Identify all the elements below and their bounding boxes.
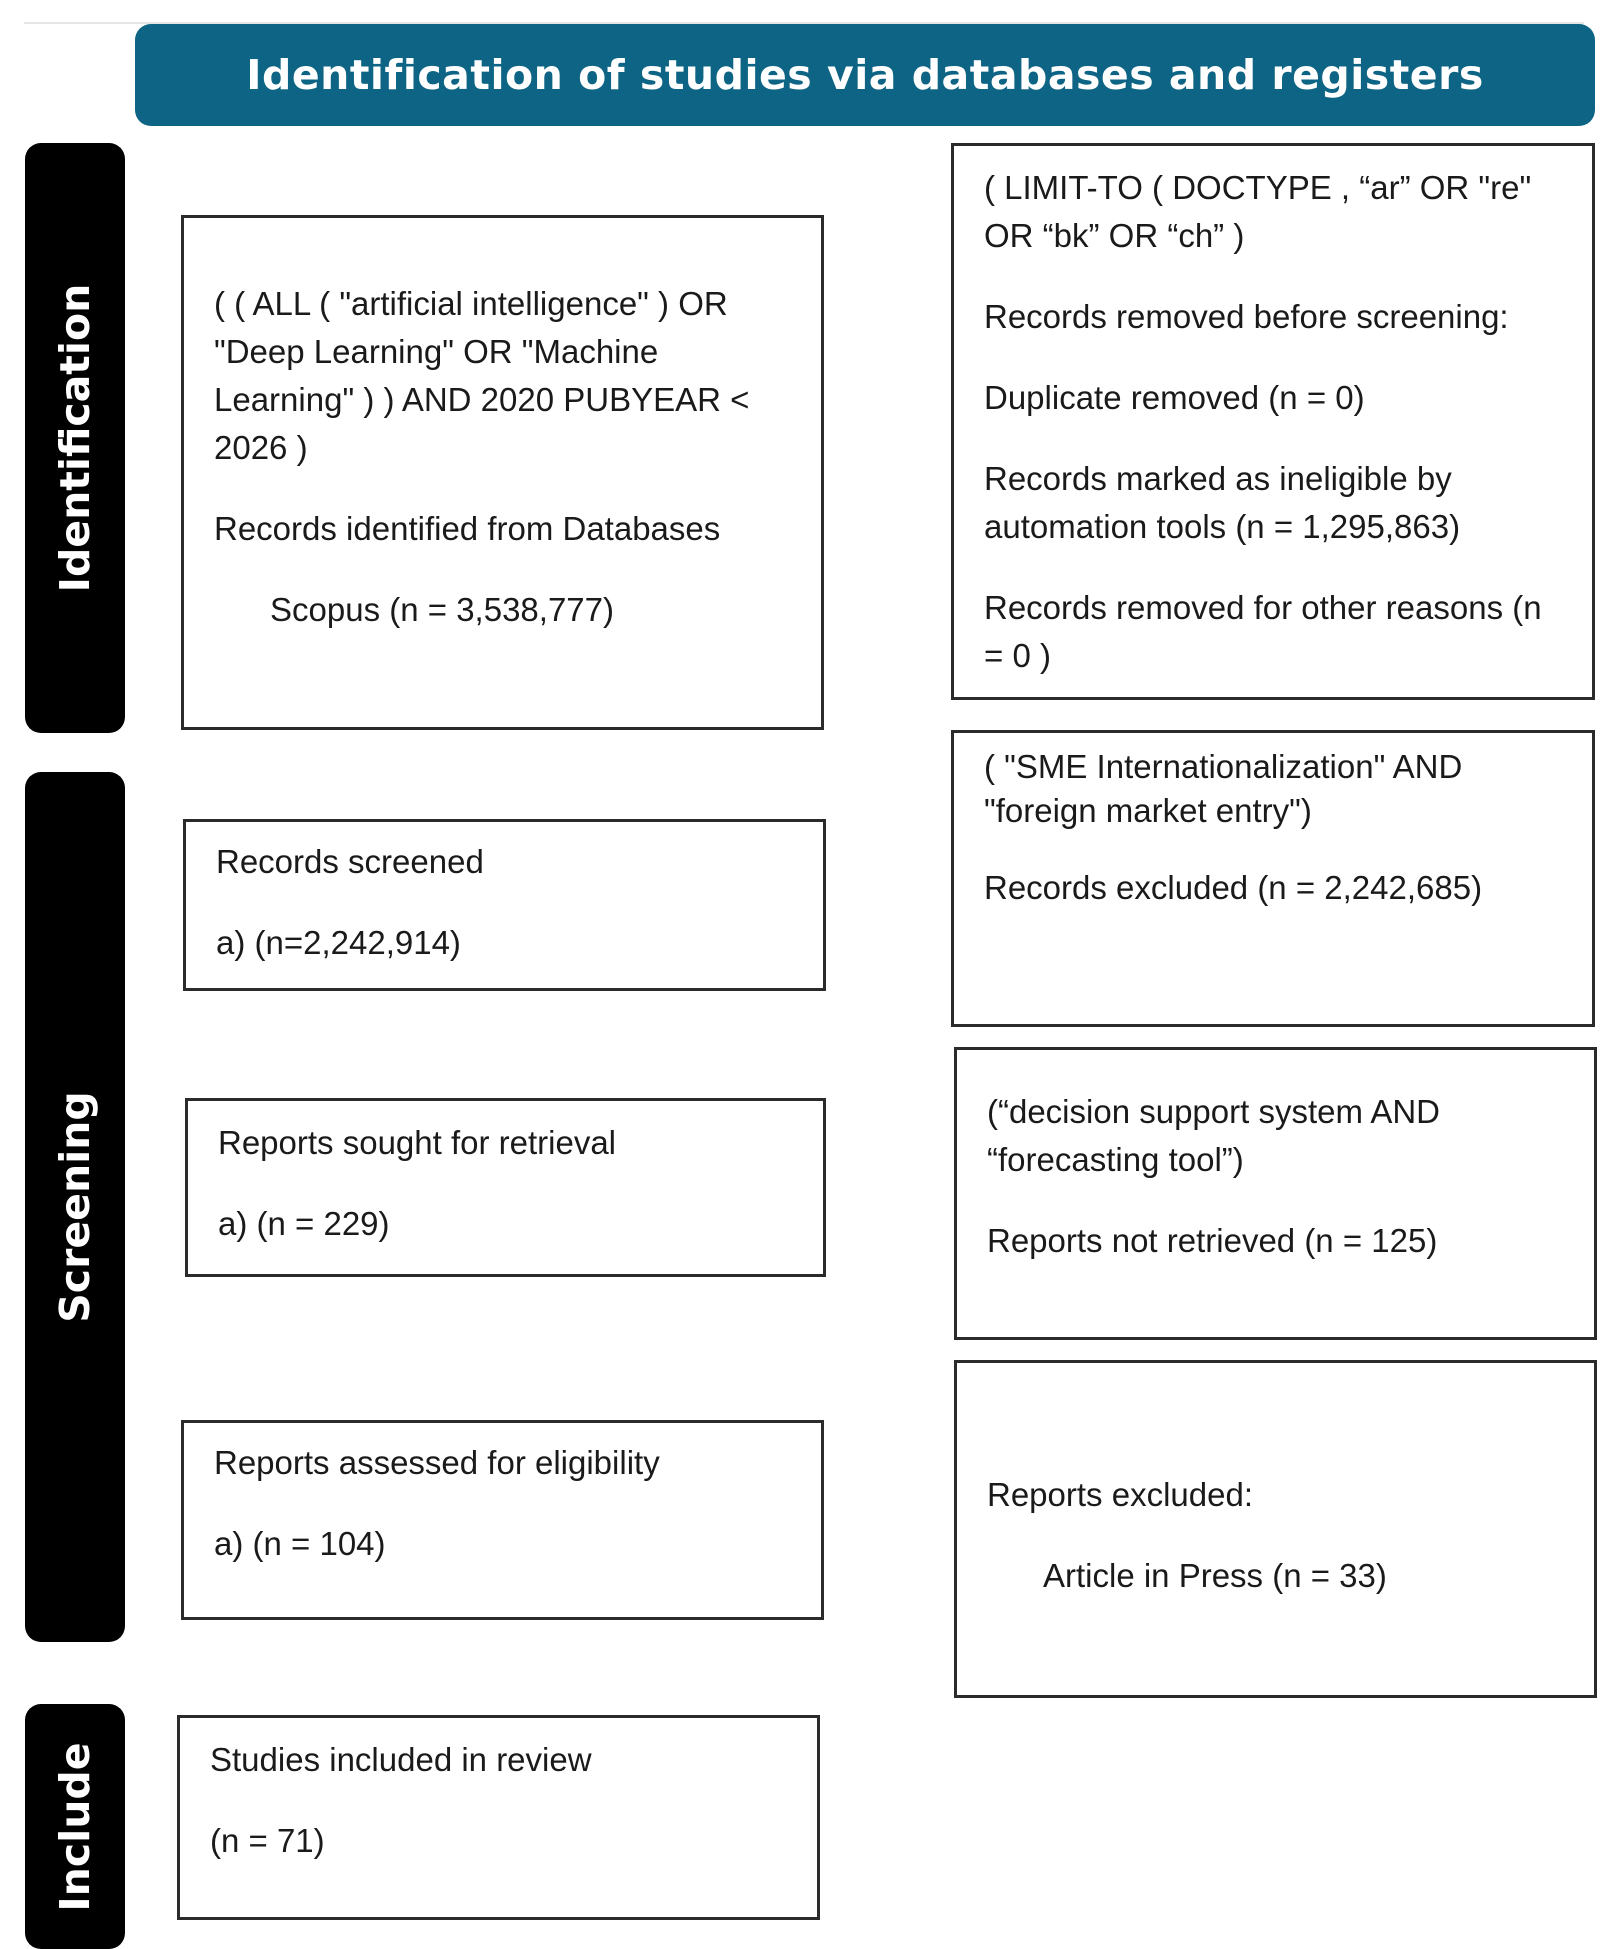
reports-not-retrieved-query: (“decision support system AND “forecasting tool”) xyxy=(987,1093,1440,1178)
duplicates-removed: Duplicate removed (n = 0) xyxy=(984,379,1365,416)
reports-sought-label: Reports sought for retrieval xyxy=(218,1124,617,1161)
identification-source: Scopus (n = 3,538,777) xyxy=(270,591,614,628)
other-reasons-removed: Records removed for other reasons (n = 0 ) xyxy=(984,589,1542,674)
reports-sought-count: a) (n = 229) xyxy=(218,1205,390,1242)
reports-eligibility-box xyxy=(181,1420,824,1620)
records-excluded-query: ( "SME Internationalization" AND "foreign market entry") xyxy=(984,748,1463,829)
phase-identification xyxy=(25,143,125,733)
phase-label-include: Include xyxy=(51,1741,99,1912)
reports-excluded-heading: Reports excluded: xyxy=(987,1476,1253,1513)
automation-ineligible: Records marked as ineligible by automation tools (n = 1,295,863) xyxy=(984,460,1461,545)
reports-eligibility-count: a) (n = 104) xyxy=(214,1525,386,1562)
records-removed-query: ( LIMIT-TO ( DOCTYPE , “ar” OR "re" OR “bk” OR “ch” ) xyxy=(984,169,1532,254)
identification-label: Records identified from Databases xyxy=(214,510,721,547)
phase-screening xyxy=(25,772,125,1642)
records-screened-label: Records screened xyxy=(216,843,484,880)
records-screened-box xyxy=(183,819,826,991)
studies-included-count: (n = 71) xyxy=(210,1822,325,1859)
identification-query: ( ( ALL ( "artificial intelligence" ) OR "Deep Learning" OR "Machine Learning" ) ) AND 2020 PUBYEAR < 2026 ) xyxy=(214,285,750,466)
reports-not-retrieved-box xyxy=(954,1047,1597,1340)
records-excluded-count: Records excluded (n = 2,242,685) xyxy=(984,869,1483,906)
records-removed-heading: Records removed before screening: xyxy=(984,298,1509,335)
phase-label-identification: Identification xyxy=(51,283,99,593)
studies-included-label: Studies included in review xyxy=(210,1741,592,1778)
article-in-press: Article in Press (n = 33) xyxy=(1043,1557,1387,1594)
records-removed-box xyxy=(951,143,1595,700)
header-title: Identification of studies via databases and registers xyxy=(246,51,1484,99)
reports-sought-box xyxy=(185,1098,826,1277)
reports-not-retrieved-count: Reports not retrieved (n = 125) xyxy=(987,1222,1438,1259)
phase-include xyxy=(25,1704,125,1949)
studies-included-box xyxy=(177,1715,820,1920)
identification-box xyxy=(181,215,824,730)
phase-label-screening: Screening xyxy=(51,1091,99,1323)
records-excluded-box xyxy=(951,730,1595,1027)
header-banner xyxy=(135,24,1595,126)
reports-excluded-box xyxy=(954,1360,1597,1698)
reports-eligibility-label: Reports assessed for eligibility xyxy=(214,1444,660,1481)
records-screened-count: a) (n=2,242,914) xyxy=(216,924,461,961)
